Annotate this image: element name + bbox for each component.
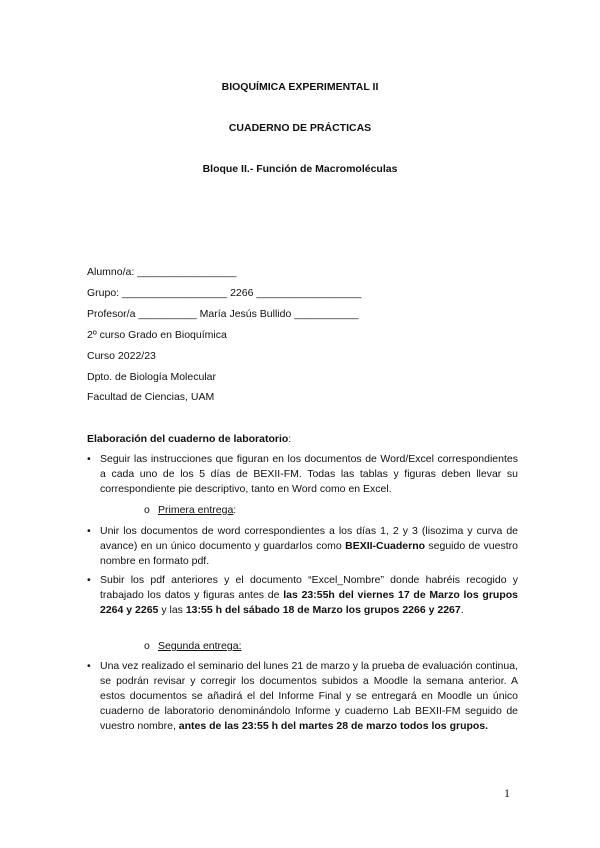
- bullet-second-delivery: [87, 659, 518, 734]
- section-heading: [87, 433, 291, 445]
- bullet-upload-text-d: 13:55 h del sábado 18 de Marzo los grupos 2266 y 2267: [185, 604, 461, 616]
- teacher-label: Profesor/a: [87, 308, 139, 320]
- student-label: Alumno/a:: [87, 266, 138, 278]
- bullet-upload-text-e: .: [460, 604, 464, 616]
- year-line: Curso 2022/23: [87, 350, 156, 362]
- bullet-symbol: •: [87, 660, 91, 672]
- second-delivery-heading: [144, 640, 242, 652]
- first-delivery-heading: [144, 504, 236, 516]
- degree-line: 2º curso Grado en Bioquímica: [87, 329, 227, 341]
- second-delivery-marker: o: [144, 640, 150, 652]
- group-code: 2266: [227, 287, 257, 299]
- page-number: 1: [504, 786, 510, 800]
- second-delivery-label: Segunda entrega:: [158, 640, 242, 652]
- bullet-upload: [87, 573, 518, 618]
- bullet-second-text-b: antes de las 23:55 h del martes 28 de marzo todos los grupos.: [178, 720, 489, 732]
- bullet-merge-text-b: BEXII-Cuaderno: [345, 540, 426, 552]
- first-delivery-label: Primera entrega: [158, 504, 234, 516]
- bullet-merge-docs: [87, 524, 518, 569]
- group-line: [87, 287, 361, 299]
- section-heading-colon: :: [288, 433, 292, 445]
- section-heading-text: Elaboración del cuaderno de laboratorio: [87, 433, 289, 445]
- group-blank: __________________: [122, 287, 228, 299]
- bullet-upload-text-b: las 23:55h del viernes 17 de Marzo los grupos 2264 y 2265: [100, 589, 519, 616]
- group-blank-2: __________________: [256, 287, 362, 299]
- bullet-symbol: •: [87, 574, 91, 586]
- bullet-symbol: •: [87, 453, 91, 465]
- bullet-merge-text-a: Unir los documentos de word correspondientes a los días 1, 2 y 3 (lisozima y curva de avance) en un único documento y guardarlos como: [100, 525, 518, 552]
- bullet-second-text-a: Una vez realizado el seminario del lunes 21 de marzo y la prueba de evaluación continua, se podrán revisar y corregir los documentos subidos a Moodle la semana anterior. A estos documentos se añadirá el del Informe Final y se entregará en Moodle un único cuaderno de laboratorio denominándolo Informe y cuaderno Lab BEXII-FM seguido de vuestro nombre,: [100, 660, 518, 732]
- group-label: Grupo:: [87, 287, 123, 299]
- first-delivery-marker: o: [144, 504, 150, 516]
- teacher-blank-2: ___________: [294, 308, 359, 320]
- department-line: Dpto. de Biología Molecular: [87, 371, 216, 383]
- teacher-name: María Jesús Bullido: [196, 308, 295, 320]
- bullet-instructions: [87, 452, 518, 497]
- course-title: BIOQUÍMICA EXPERIMENTAL II: [221, 81, 379, 93]
- bullet-symbol: •: [87, 525, 91, 537]
- notebook-title: CUADERNO DE PRÁCTICAS: [228, 122, 372, 134]
- faculty-line: Facultad de Ciencias, UAM: [87, 391, 215, 403]
- teacher-blank: __________: [138, 308, 197, 320]
- student-blank: _________________: [137, 266, 237, 278]
- block-title: Bloque II.- Función de Macromoléculas: [202, 163, 398, 175]
- bullet-merge-text-c: seguido de vuestro nombre en formato pdf.: [100, 540, 518, 567]
- teacher-line: [87, 308, 358, 320]
- student-line: [87, 266, 236, 278]
- first-delivery-colon: :: [233, 504, 237, 516]
- bullet-upload-text-a: Subir los pdf anteriores y el documento “Excel_Nombre” donde habréis recogido y trabajado los datos y figuras antes de: [100, 574, 518, 601]
- bullet-instructions-text: Seguir las instrucciones que figuran en los documentos de Word/Excel correspondientes a cada uno de los 5 días de BEXII-FM. Todas las tablas y figuras deben llevar su correspondiente pie descriptivo, tanto en Word como en Excel.: [100, 453, 518, 495]
- bullet-upload-text-c: y las: [158, 604, 186, 616]
